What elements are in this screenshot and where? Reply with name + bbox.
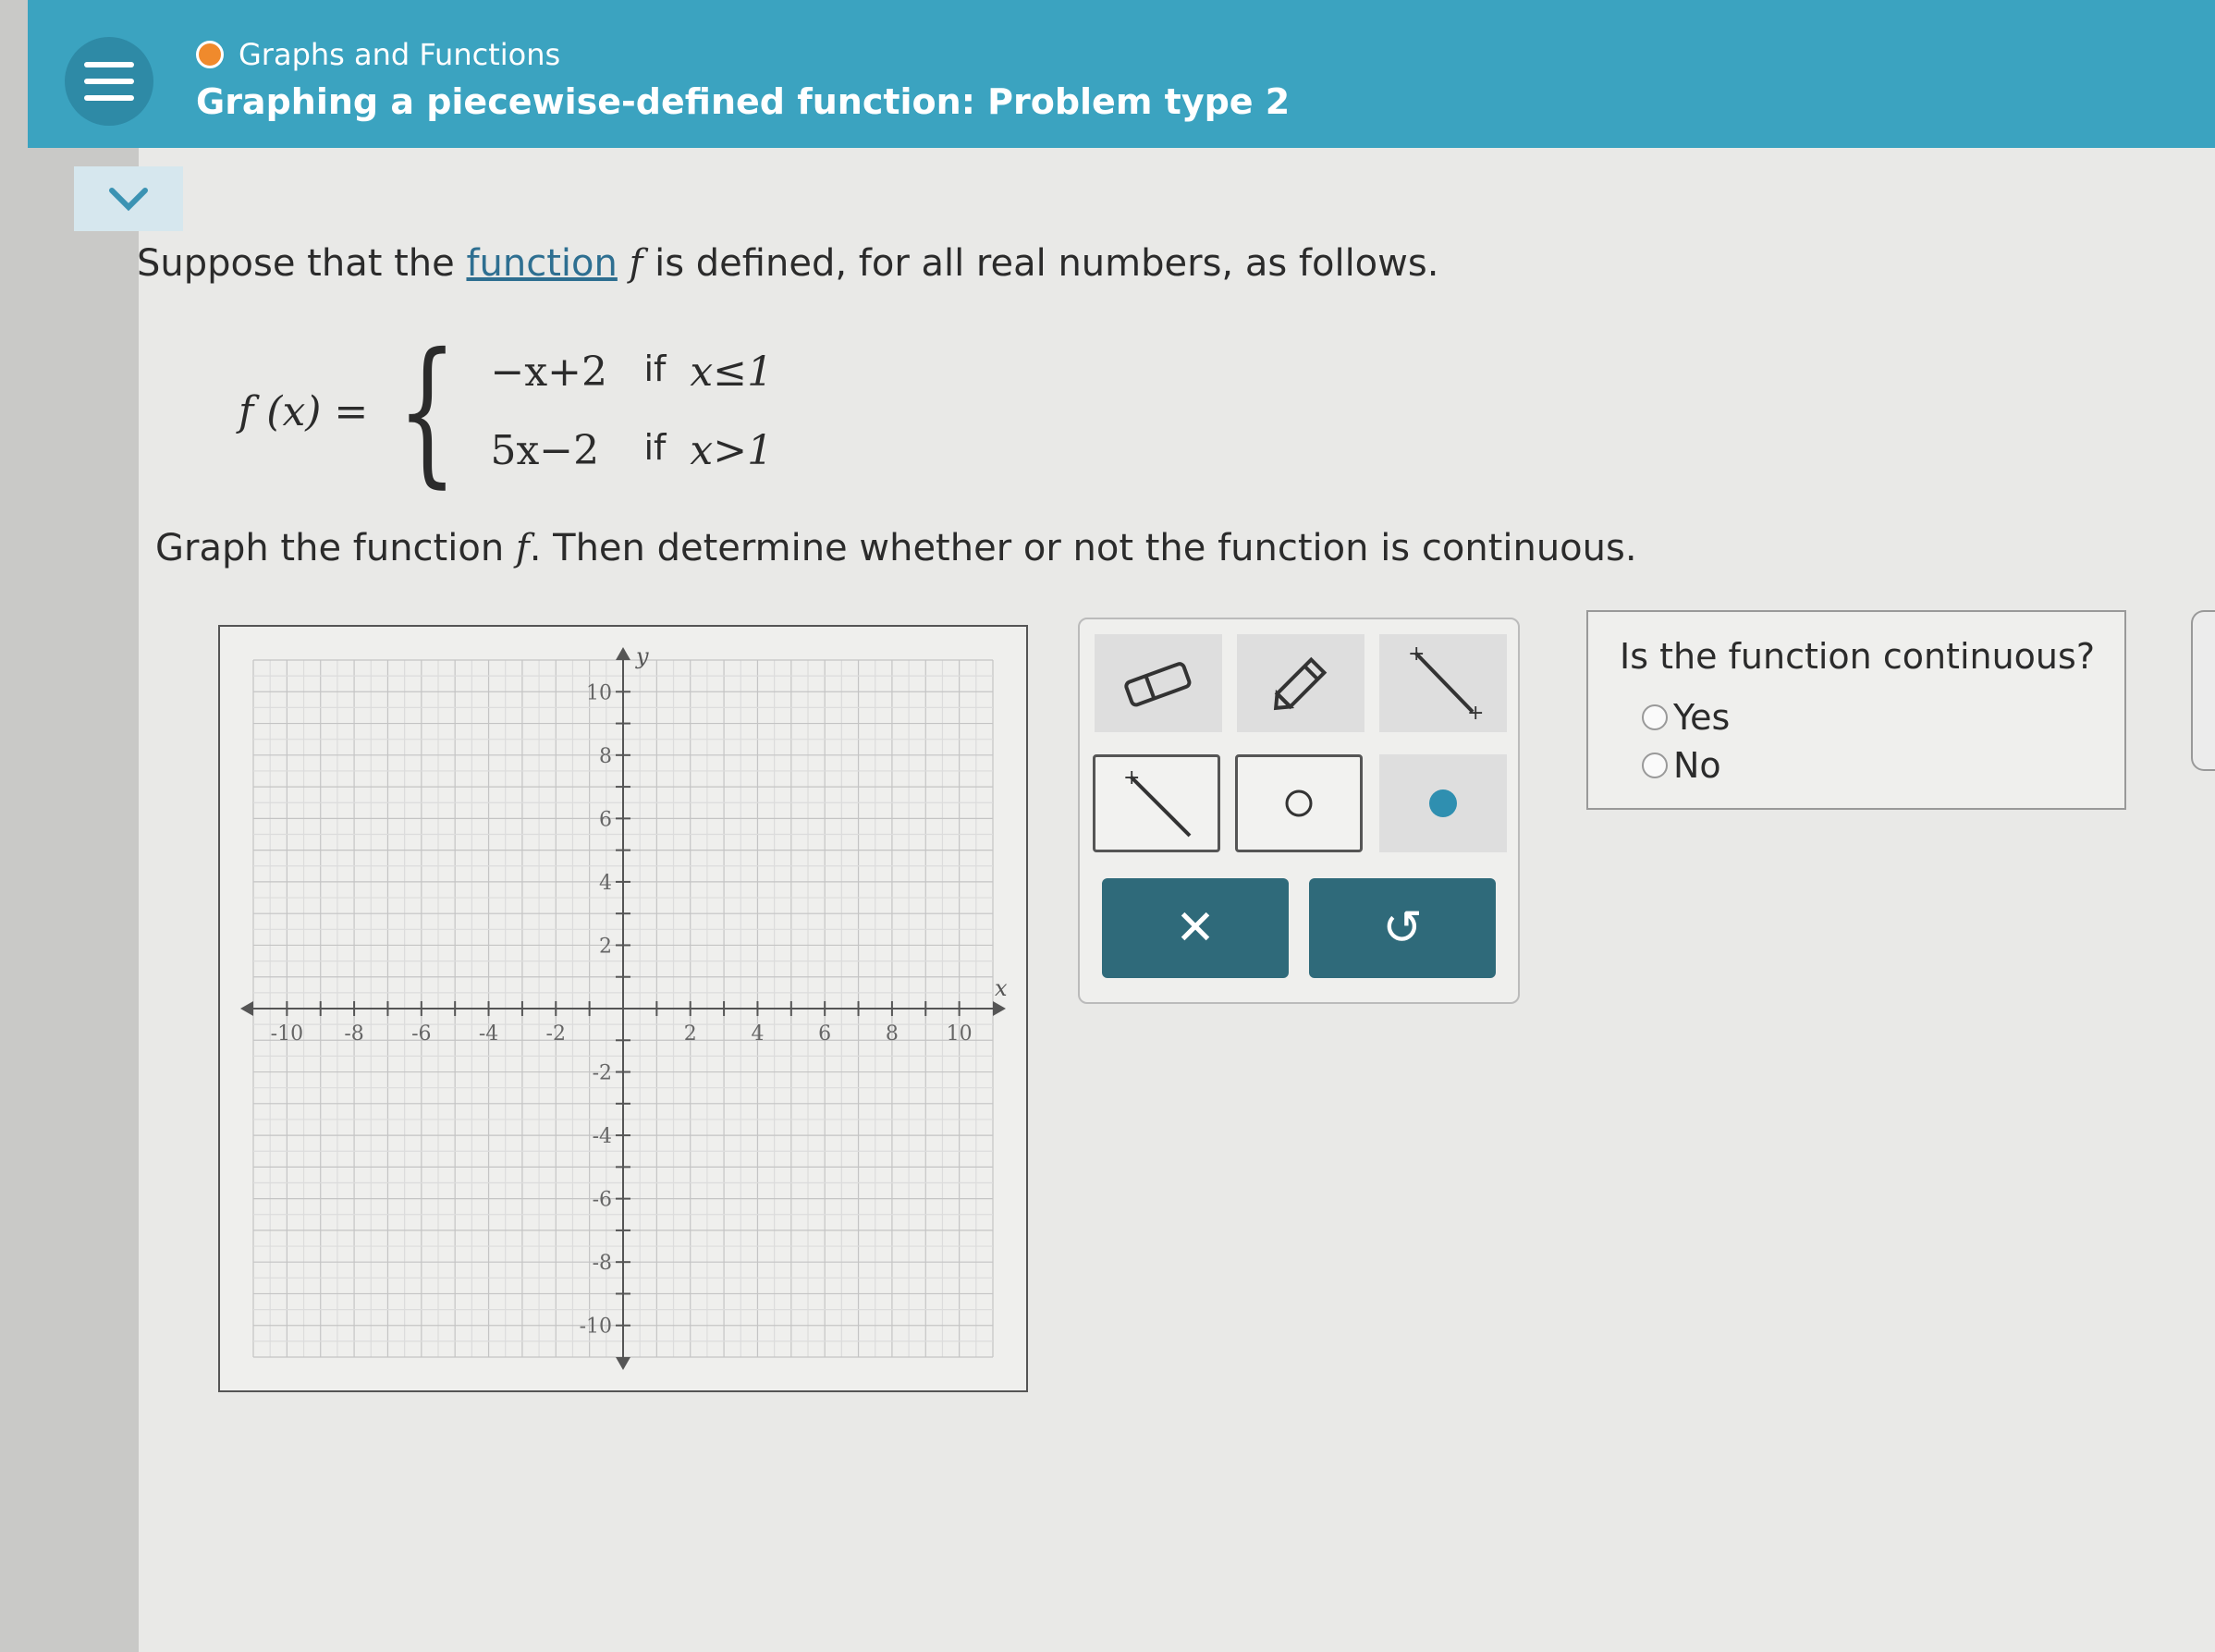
ray-tool[interactable] [1093, 754, 1220, 852]
undo-button[interactable] [1309, 878, 1496, 978]
brace: { [397, 320, 458, 503]
option-yes[interactable] [1642, 697, 1730, 738]
y-tick-label: -2 [592, 1061, 612, 1085]
question-text: Is the function continuous? [1620, 636, 2095, 677]
collapse-toggle[interactable] [74, 166, 183, 231]
y-tick-label: 6 [599, 808, 612, 832]
x-axis-arrow-right [993, 1001, 1006, 1016]
option-no-label: No [1673, 745, 1721, 786]
svg-text:+: + [1408, 642, 1426, 666]
clear-button[interactable] [1102, 878, 1289, 978]
open-circle-tool[interactable] [1235, 754, 1363, 852]
open-circle-icon [1280, 785, 1317, 822]
case-expr: 5x−2 [490, 427, 600, 474]
option-yes-label: Yes [1673, 697, 1731, 738]
line-segment-icon [1397, 642, 1489, 725]
case-if: if [643, 349, 667, 389]
x-tick-label: -8 [344, 1022, 364, 1046]
close-icon: ✕ [1175, 900, 1216, 956]
x-axis-label: x [995, 975, 1008, 1001]
x-tick-label: 8 [885, 1022, 899, 1046]
menu-icon-bar [84, 95, 134, 101]
chevron-down-icon [108, 185, 149, 213]
radio-yes[interactable] [1642, 704, 1668, 730]
case-cond: x>1 [690, 427, 774, 474]
menu-icon-bar [84, 79, 134, 84]
topic-row [196, 37, 560, 72]
svg-text:+: + [1123, 766, 1141, 789]
y-axis-arrow-down [616, 1357, 630, 1370]
page-title: Graphing a piecewise-defined function: Problem type 2 [196, 81, 1291, 122]
eraser-icon [1121, 655, 1195, 711]
cases [490, 349, 773, 474]
case-expr: −x+2 [490, 349, 607, 396]
piecewise-definition [239, 320, 774, 503]
menu-icon-bar [84, 62, 134, 67]
graph-panel[interactable] [218, 625, 1028, 1392]
y-tick-label: -10 [579, 1315, 612, 1339]
y-tick-label: -4 [592, 1125, 612, 1149]
undo-icon: ↺ [1382, 900, 1423, 956]
x-tick-label: -2 [545, 1022, 566, 1046]
eraser-tool[interactable] [1095, 634, 1222, 732]
y-tick-label: -8 [592, 1252, 612, 1276]
x-tick-label: -6 [411, 1022, 432, 1046]
y-axis-label: y [636, 643, 649, 669]
case-row [490, 349, 773, 396]
x-tick-label: 6 [818, 1022, 832, 1046]
y-tick-label: 8 [599, 744, 612, 768]
x-tick-label: 2 [683, 1022, 697, 1046]
x-axis-arrow-left [240, 1001, 253, 1016]
tool-panel [1078, 618, 1520, 1004]
intro-text-after: is defined, for all real numbers, as follows. [642, 242, 1439, 285]
continuity-question [1586, 610, 2126, 810]
instruction-text-after: . Then determine whether or not the function is continuous. [529, 527, 1637, 569]
right-side-tab[interactable] [2191, 610, 2215, 771]
piecewise-lhs: f (x) = [239, 387, 369, 435]
case-row [490, 427, 773, 474]
line-segment-tool[interactable] [1379, 634, 1507, 732]
x-tick-label: 10 [946, 1022, 973, 1046]
left-background [0, 0, 139, 1652]
case-if: if [643, 427, 667, 468]
closed-circle-tool[interactable] [1379, 754, 1507, 852]
ray-icon [1110, 762, 1203, 845]
y-tick-label: 4 [599, 871, 612, 895]
y-tick-label: 10 [586, 681, 612, 705]
y-tick-label: 2 [599, 935, 612, 959]
option-no[interactable] [1642, 745, 1721, 786]
topic-progress-icon [196, 41, 224, 68]
radio-no[interactable] [1642, 753, 1668, 778]
instruction-var: f [515, 527, 530, 569]
coordinate-grid[interactable] [220, 627, 1026, 1390]
function-var: f [629, 242, 643, 285]
case-cond: x≤1 [690, 349, 774, 396]
y-tick-label: -6 [592, 1188, 612, 1212]
problem-intro [137, 242, 1438, 285]
x-tick-label: -4 [478, 1022, 499, 1046]
menu-button[interactable] [65, 37, 153, 126]
svg-text:+: + [1467, 702, 1485, 725]
intro-text: Suppose that the [137, 242, 467, 285]
instruction-text: Graph the function [155, 527, 516, 569]
header-bar [28, 0, 2215, 148]
x-tick-label: -10 [270, 1022, 304, 1046]
closed-circle-icon [1425, 785, 1462, 822]
instruction [155, 527, 1637, 569]
y-axis-arrow-up [616, 647, 630, 660]
pencil-icon [1264, 646, 1338, 720]
pencil-tool[interactable] [1237, 634, 1364, 732]
x-tick-label: 4 [751, 1022, 765, 1046]
topic-label: Graphs and Functions [239, 37, 561, 72]
function-link[interactable]: function [466, 242, 618, 285]
